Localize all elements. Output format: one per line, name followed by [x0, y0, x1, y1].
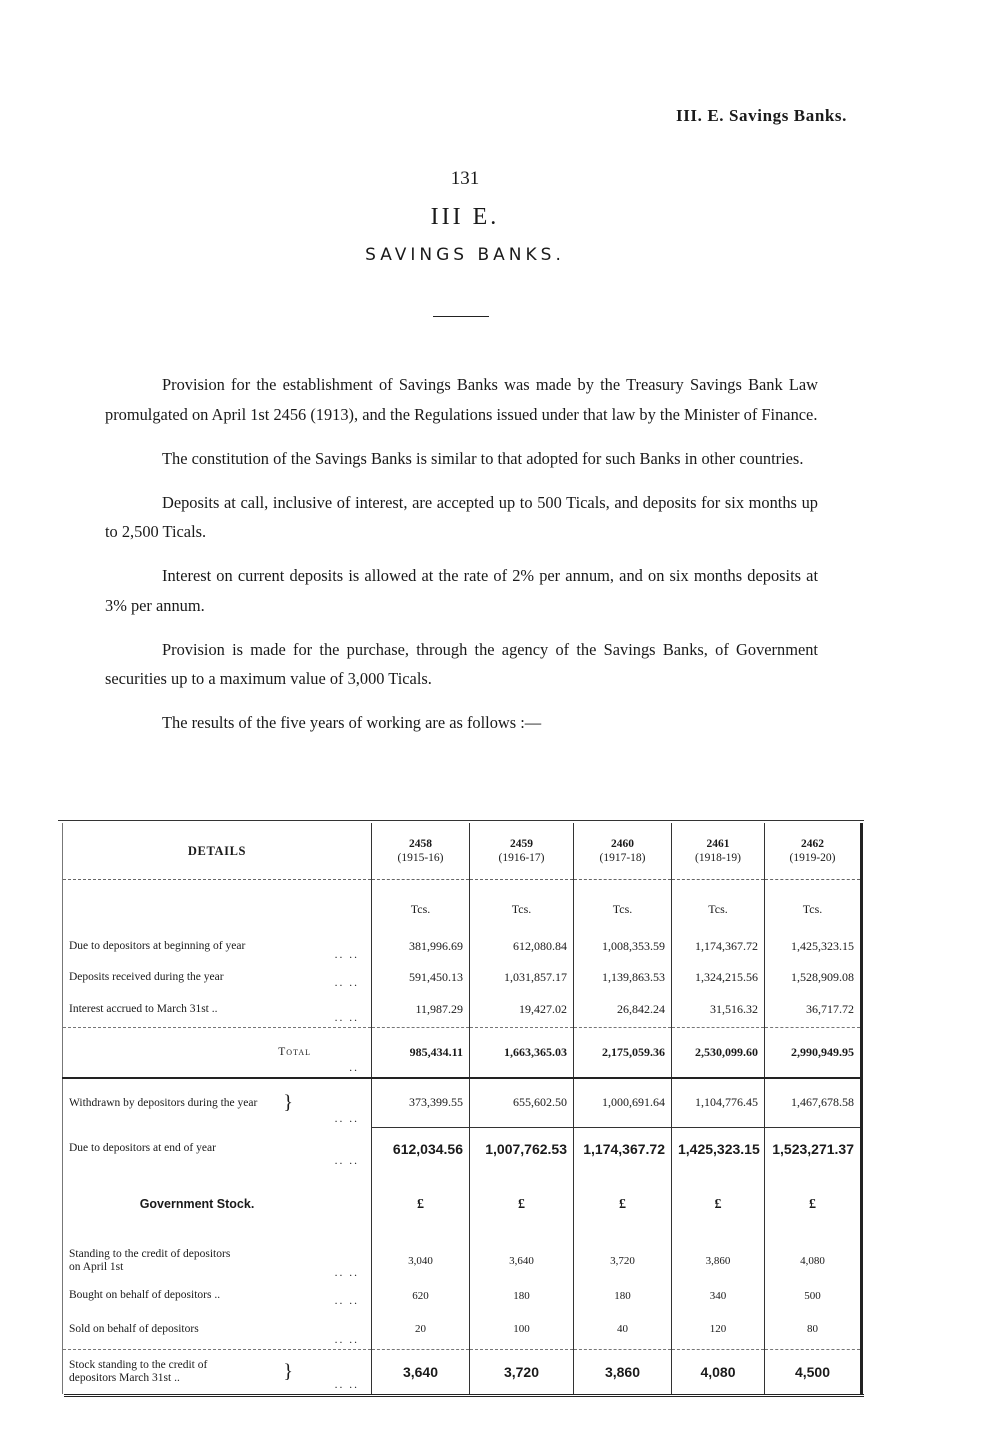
table-cell: 3,640 — [470, 1240, 574, 1282]
table-cell: 26,842.24 — [574, 992, 672, 1028]
details-header: DETAILS — [63, 823, 372, 880]
unit-cell: Tcs. — [372, 880, 470, 930]
year-header: 2461 (1918-19) — [672, 823, 765, 880]
table-cell: 1,139,863.53 — [574, 964, 672, 992]
table-bottom-rule — [64, 1394, 864, 1397]
table-cell: 3,720 — [574, 1240, 672, 1282]
table-cell: 1,425,323.15 — [672, 1128, 765, 1170]
table-cell: 373,399.55 — [372, 1078, 470, 1128]
table-cell: 381,996.69 — [372, 930, 470, 964]
end-of-year-row: Due to depositors at end of year .. .. 612,034.56 1,007,762.53 1,174,367.72 1,425,323.15 1,523,271.37 — [63, 1128, 862, 1170]
row-label: Due to depositors at end of year — [69, 1142, 216, 1154]
total-label: Total — [278, 1045, 311, 1058]
row-label: Withdrawn by depositors during the year — [69, 1096, 258, 1109]
table-cell: 3,860 — [672, 1240, 765, 1282]
body-text — [105, 370, 818, 752]
table-cell: 1,104,776.45 — [672, 1078, 765, 1128]
table-row: Due to depositors at beginning of year .. .. 381,996.69 612,080.84 1,008,353.59 1,174,367.72 1,425,323.15 — [63, 930, 862, 964]
table-cell: 3,860 — [574, 1350, 672, 1394]
table-cell: 612,034.56 — [372, 1128, 470, 1170]
table-cell: 4,080 — [765, 1240, 862, 1282]
currency-cell: £ — [672, 1170, 765, 1240]
currency-cell: £ — [765, 1170, 862, 1240]
row-label: Deposits received during the year — [69, 971, 224, 983]
unit-cell: Tcs. — [765, 880, 862, 930]
table-cell: 3,040 — [372, 1240, 470, 1282]
table-cell: 500 — [765, 1282, 862, 1310]
table-cell: 19,427.02 — [470, 992, 574, 1028]
row-label: Interest accrued to March 31st .. — [69, 1002, 218, 1015]
table-cell: 1,008,353.59 — [574, 930, 672, 964]
savings-table-frame — [58, 820, 864, 1398]
table-cell: 2,990,949.95 — [765, 1028, 862, 1078]
table-row: Interest accrued to March 31st .. .. .. 11,987.29 19,427.02 26,842.24 31,516.32 36,717.72 — [63, 992, 862, 1028]
table-row: Withdrawn by depositors during the year } .. .. 373,399.55 655,602.50 1,000,691.64 1,104,776.45 1,467,678.58 — [63, 1078, 862, 1128]
section-code: III E. — [430, 204, 500, 230]
table-cell: 1,174,367.72 — [574, 1128, 672, 1170]
table-header-row — [63, 823, 862, 880]
table-cell: 2,175,059.36 — [574, 1028, 672, 1078]
unit-cell: Tcs. — [672, 880, 765, 930]
table-cell: 1,324,215.56 — [672, 964, 765, 992]
table-cell: 180 — [574, 1282, 672, 1310]
title-rule — [433, 316, 489, 317]
row-label: Standing to the credit of depositors on April 1st — [69, 1247, 231, 1273]
year-header: 2460 (1917-18) — [574, 823, 672, 880]
table-cell: 100 — [470, 1310, 574, 1350]
table-row: Standing to the credit of depositors on April 1st .. .. 3,040 3,640 3,720 3,860 4,080 — [63, 1240, 862, 1282]
unit-cell: Tcs. — [574, 880, 672, 930]
currency-cell: £ — [574, 1170, 672, 1240]
table-cell: 3,720 — [470, 1350, 574, 1394]
table-cell: 120 — [672, 1310, 765, 1350]
stock-total-row: Stock standing to the credit of depositors March 31st .. } .. .. 3,640 3,720 3,860 4,080 4,500 — [63, 1350, 862, 1394]
table-cell: 11,987.29 — [372, 992, 470, 1028]
table-row: Bought on behalf of depositors .. .. .. 620 180 180 340 500 — [63, 1282, 862, 1310]
savings-table — [62, 823, 863, 1394]
table-row: Deposits received during the year .. .. 591,450.13 1,031,857.17 1,139,863.53 1,324,215.56 1,528,909.08 — [63, 964, 862, 992]
running-head: III. E. Savings Banks. — [676, 106, 847, 125]
table-cell: 985,434.11 — [372, 1028, 470, 1078]
section-title: SAVINGS BANKS. — [365, 245, 565, 265]
paragraph: Provision for the establishment of Savings Banks was made by the Treasury Savings Bank Law promulgated on April 1st 2456 (1913), and the Regulations issued under that law by the Minister of Finance. — [105, 375, 818, 424]
table-cell: 31,516.32 — [672, 992, 765, 1028]
table-cell: 655,602.50 — [470, 1078, 574, 1128]
table-cell: 1,007,762.53 — [470, 1128, 574, 1170]
stock-heading: Government Stock. — [63, 1170, 372, 1240]
table-cell: 180 — [470, 1282, 574, 1310]
table-cell: 620 — [372, 1282, 470, 1310]
row-label: Sold on behalf of depositors — [69, 1322, 199, 1335]
table-cell: 3,640 — [372, 1350, 470, 1394]
table-cell: 1,425,323.15 — [765, 930, 862, 964]
table-top-rule — [58, 820, 864, 821]
table-cell: 612,080.84 — [470, 930, 574, 964]
row-label: Bought on behalf of depositors .. — [69, 1289, 221, 1301]
currency-cell: £ — [372, 1170, 470, 1240]
paragraph: The results of the five years of working are as follows :— — [162, 713, 542, 732]
paragraph: The constitution of the Savings Banks is similar to that adopted for such Banks in other countries. — [162, 448, 804, 468]
paragraph: Deposits at call, inclusive of interest, are accepted up to 500 Ticals, and deposits for six months up to 2,500 Ticals. — [105, 492, 818, 541]
table-cell: 36,717.72 — [765, 992, 862, 1028]
table-cell: 1,663,365.03 — [470, 1028, 574, 1078]
stock-heading-row — [63, 1170, 862, 1240]
year-header: 2462 (1919-20) — [765, 823, 862, 880]
table-cell: 1,000,691.64 — [574, 1078, 672, 1128]
page-number: 131 — [450, 168, 480, 189]
table-cell: 4,080 — [672, 1350, 765, 1394]
table-cell: 2,530,099.60 — [672, 1028, 765, 1078]
table-cell: 1,174,367.72 — [672, 930, 765, 964]
row-label: Stock standing to the credit of depositors March 31st .. — [69, 1358, 208, 1384]
table-cell: 1,031,857.17 — [470, 964, 574, 992]
paragraph: Interest on current deposits is allowed at the rate of 2% per annum, and on six months deposits at 3% per annum. — [105, 566, 818, 615]
table-cell: 80 — [765, 1310, 862, 1350]
unit-row — [63, 880, 862, 930]
table-cell: 1,523,271.37 — [765, 1128, 862, 1170]
paragraph: Provision is made for the purchase, through the agency of the Savings Banks, of Government securities up to a maximum value of 3,000 Ticals. — [105, 639, 818, 688]
table-cell: 591,450.13 — [372, 964, 470, 992]
year-header: 2458 (1915-16) — [372, 823, 470, 880]
table-cell: 1,528,909.08 — [765, 964, 862, 992]
table-cell: 4,500 — [765, 1350, 862, 1394]
unit-cell: Tcs. — [470, 880, 574, 930]
table-cell: 20 — [372, 1310, 470, 1350]
table-cell: 1,467,678.58 — [765, 1078, 862, 1128]
currency-cell: £ — [470, 1170, 574, 1240]
table-cell: 40 — [574, 1310, 672, 1350]
total-row: Total .. 985,434.11 1,663,365.03 2,175,059.36 2,530,099.60 2,990,949.95 — [63, 1028, 862, 1078]
row-label: Due to depositors at beginning of year — [69, 940, 246, 952]
year-header: 2459 (1916-17) — [470, 823, 574, 880]
table-cell: 340 — [672, 1282, 765, 1310]
table-row: Sold on behalf of depositors .. .. 20 100 40 120 80 — [63, 1310, 862, 1350]
